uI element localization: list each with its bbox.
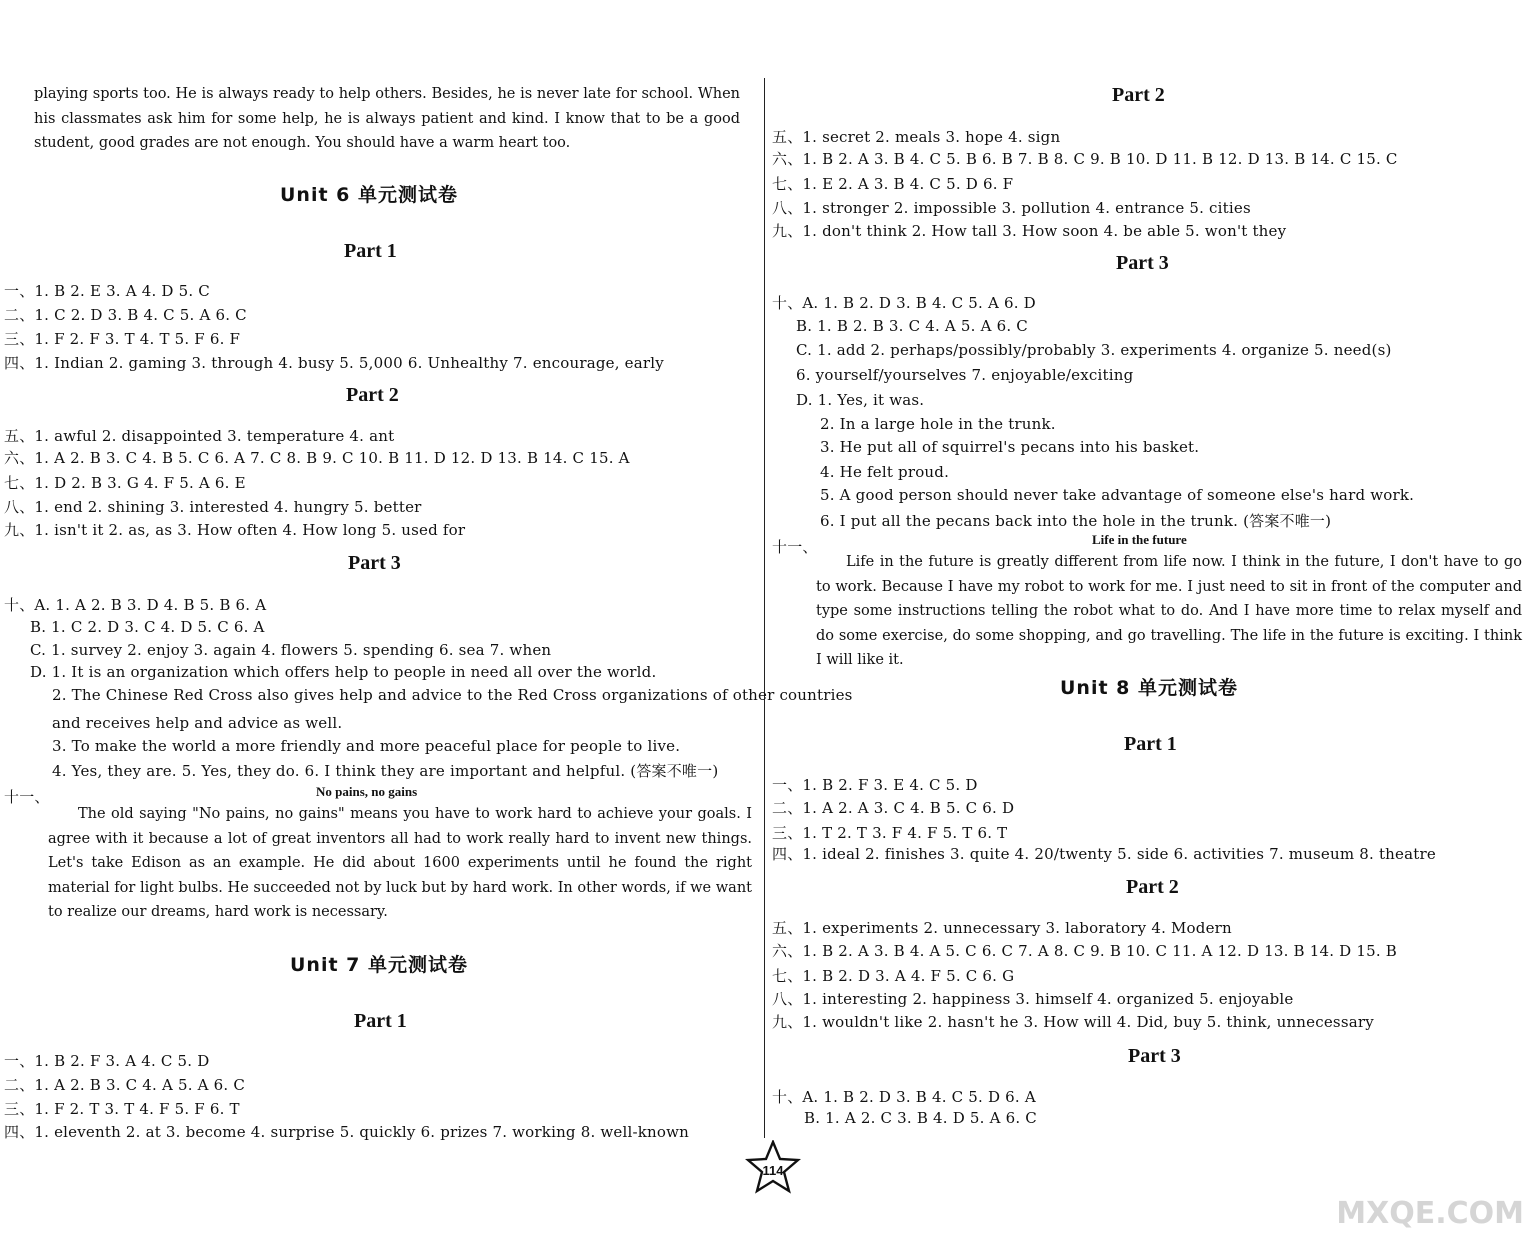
essay-title: Life in the future [1092,532,1187,547]
unit8-part1-title: Part 1 [1124,733,1177,755]
unit6-part3-title: Part 3 [348,552,401,574]
unit8-part2-title: Part 2 [1126,876,1179,898]
answer-line: 十、A. 1. B 2. D 3. B 4. C 5. A 6. D [772,294,1036,312]
answer-line: 4. He felt proud. [820,463,950,481]
answer-line: 七、1. D 2. B 3. G 4. F 5. A 6. E [4,474,246,492]
answer-line: 2. The Chinese Red Cross also gives help and advice to the Red Cross organizations of other countries [52,686,853,704]
answer-line: 五、1. secret 2. meals 3. hope 4. sign [772,128,1061,146]
answer-line: 五、1. awful 2. disappointed 3. temperature 4. ant [4,427,395,445]
unit6-part1-title: Part 1 [344,240,397,262]
unit7-part3-title: Part 3 [1116,252,1169,274]
unit6-part2-title: Part 2 [346,384,399,406]
answer-line: 七、1. B 2. D 3. A 4. F 5. C 6. G [772,967,1015,985]
answer-line: B. 1. A 2. C 3. B 4. D 5. A 6. C [804,1109,1037,1127]
essay-paragraph: The old saying "No pains, no gains" means you have to work hard to achieve your goals. I agree with it because a lot of great inventors all had to work really hard to invent new things. Let's take Edison as an example. He did about 1600 experiments until he found the right material for light bulbs. He succeeded not by luck but by hard work. In other words, if we want to realize our dreams, hard work is necessary. [48,806,752,920]
answer-line: D. 1. Yes, it was. [796,391,925,409]
unit7-part2-title: Part 2 [1112,84,1165,106]
answer-line: 4. Yes, they are. 5. Yes, they do. 6. I think they are important and helpful. (答案不唯一) [52,762,719,780]
watermark-logo: MXQE.COM [1336,1196,1524,1231]
answer-line: 八、1. end 2. shining 3. interested 4. hungry 5. better [4,498,422,516]
answer-line: 九、1. wouldn't like 2. hasn't he 3. How will 4. Did, buy 5. think, unnecessary [772,1013,1374,1031]
answer-line: 六、1. B 2. A 3. B 4. A 5. C 6. C 7. A 8. C 9. B 10. C 11. A 12. D 13. B 14. D 15. B [772,942,1398,960]
answer-line: B. 1. B 2. B 3. C 4. A 5. A 6. C [796,317,1028,335]
answer-line: 6. yourself/yourselves 7. enjoyable/exciting [796,366,1134,384]
answer-line: 三、1. F 2. T 3. T 4. F 5. F 6. T [4,1100,240,1118]
answer-line: 三、1. F 2. F 3. T 4. T 5. F 6. F [4,330,241,348]
answer-line: 二、1. A 2. B 3. C 4. A 5. A 6. C [4,1076,245,1094]
column-divider [764,78,765,1138]
answer-line: 六、1. A 2. B 3. C 4. B 5. C 6. A 7. C 8. B 9. C 10. B 11. D 12. D 13. B 14. C 15. A [4,449,630,467]
answer-line: 五、1. experiments 2. unnecessary 3. laboratory 4. Modern [772,919,1232,937]
answer-line: 二、1. C 2. D 3. B 4. C 5. A 6. C [4,306,247,324]
essay-marker: 十一、 [4,788,50,806]
page-number-star-icon [745,1140,801,1196]
answer-line: 四、1. ideal 2. finishes 3. quite 4. 20/twenty 5. side 6. activities 7. museum 8. theatre [772,845,1436,863]
answer-line: 5. A good person should never take advantage of someone else's hard work. [820,486,1415,504]
essay-marker: 十一、 [772,538,818,556]
answer-line: 八、1. interesting 2. happiness 3. himself 4. organized 5. enjoyable [772,990,1294,1008]
answer-line: 十、A. 1. B 2. D 3. B 4. C 5. D 6. A [772,1088,1036,1106]
answer-line: 3. To make the world a more friendly and more peaceful place for people to live. [52,737,681,755]
essay-title: No pains, no gains [316,784,418,799]
answer-line: 九、1. don't think 2. How tall 3. How soon 4. be able 5. won't they [772,222,1287,240]
answer-line: 九、1. isn't it 2. as, as 3. How often 4. How long 5. used for [4,521,466,539]
answer-line: 四、1. Indian 2. gaming 3. through 4. busy 5. 5,000 6. Unhealthy 7. encourage, early [4,354,664,372]
answer-line: 六、1. B 2. A 3. B 4. C 5. B 6. B 7. B 8. C 9. B 10. D 11. B 12. D 13. B 14. C 15. C [772,150,1398,168]
unit7-title: Unit 7 单元测试卷 [290,954,468,976]
answer-line: 二、1. A 2. A 3. C 4. B 5. C 6. D [772,799,1015,817]
answer-line: C. 1. survey 2. enjoy 3. again 4. flowers 5. spending 6. sea 7. when [30,641,552,659]
answer-line: 八、1. stronger 2. impossible 3. pollution 4. entrance 5. cities [772,199,1251,217]
answer-line: 四、1. eleventh 2. at 3. become 4. surprise 5. quickly 6. prizes 7. working 8. well-known [4,1123,690,1141]
answer-line: 一、1. B 2. F 3. E 4. C 5. D [772,776,978,794]
unit8-title: Unit 8 单元测试卷 [1060,677,1238,699]
answer-line: 七、1. E 2. A 3. B 4. C 5. D 6. F [772,175,1014,193]
unit6-title: Unit 6 单元测试卷 [280,184,458,206]
intro-paragraph: playing sports too. He is always ready to help others. Besides, he is never late for school. When his classmates ask him for some help, he is always patient and kind. I know that to be a good student, good grades are not enough. You should have a warm heart too. [34,86,740,151]
unit8-part3-title: Part 3 [1128,1045,1181,1067]
answer-line: 2. In a large hole in the trunk. [820,415,1056,433]
answer-line: 一、1. B 2. E 3. A 4. D 5. C [4,282,210,300]
unit7-part1-title: Part 1 [354,1010,407,1032]
answer-line: 十、A. 1. A 2. B 3. D 4. B 5. B 6. A [4,596,267,614]
essay-paragraph: Life in the future is greatly different from life now. I think in the future, I don't have to go to work. Because I have my robot to work for me. I just need to sit in front of the computer and type some instructions telling the robot what to do. And I have more time to relax myself and do some exercise, do some shopping, and go travelling. The life in the future is exciting. I think I will like it. [816,554,1522,668]
answer-line: 三、1. T 2. T 3. F 4. F 5. T 6. T [772,824,1008,842]
page-number: 114 [762,1163,784,1178]
answer-line: and receives help and advice as well. [52,714,343,732]
answer-line: 6. I put all the pecans back into the hole in the trunk. (答案不唯一) [820,512,1332,530]
answer-line: 一、1. B 2. F 3. A 4. C 5. D [4,1052,210,1070]
answer-line: C. 1. add 2. perhaps/possibly/probably 3. experiments 4. organize 5. need(s) [796,341,1392,359]
answer-line: B. 1. C 2. D 3. C 4. D 5. C 6. A [30,618,265,636]
answer-line: D. 1. It is an organization which offers help to people in need all over the world. [30,663,657,681]
answer-line: 3. He put all of squirrel's pecans into his basket. [820,438,1200,456]
